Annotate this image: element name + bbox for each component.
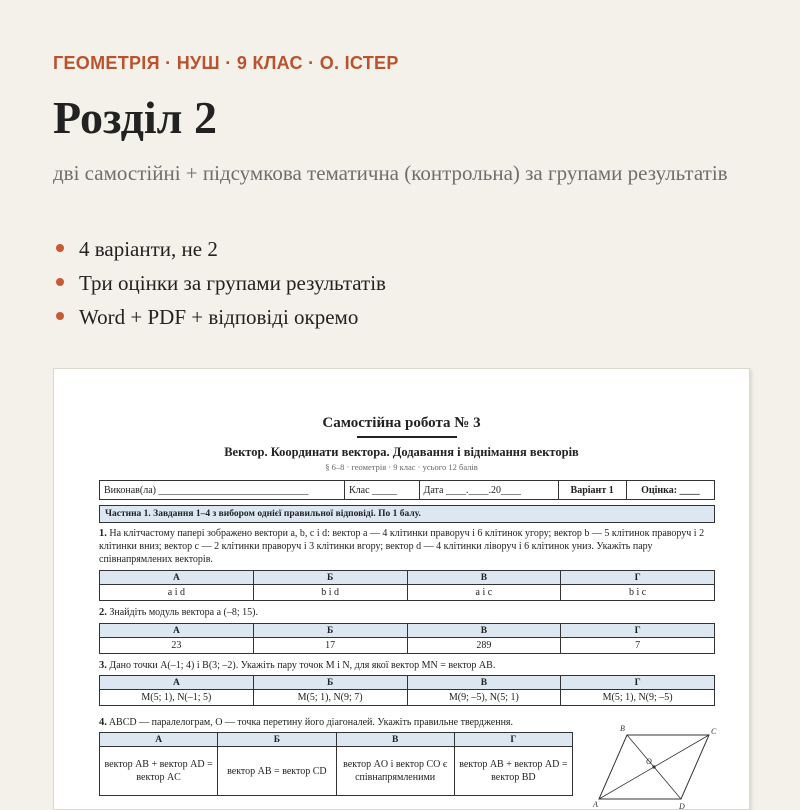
answer-options-1	[99, 570, 715, 601]
answer-option: 17	[253, 638, 407, 654]
answer-option: M(5; 1), N(–1; 5)	[100, 690, 254, 706]
answer-option: вектор AB = вектор CD	[218, 747, 336, 796]
vertex-label: C	[711, 727, 717, 736]
question-1: 1. На клітчастому папері зображено вектори a, b, c і d: вектор a — 4 клітинки праворуч і 6 клітинок угору; вектор b — 5 клітинок праворуч і 2 клітинки вниз; вектор c — 2 клітинки праворуч і 3 клітинки вгору; вектор d — 4 клітинки ліворуч і 6 клітинок униз. Укажіть пару співнапрямлених векторів.	[99, 528, 705, 565]
answer-option: a і d	[100, 585, 254, 601]
grade-field: Оцінка: ____	[626, 481, 714, 500]
answer-option: b і c	[561, 585, 715, 601]
answer-options-4	[99, 732, 573, 796]
option-letter-header: А	[100, 733, 218, 747]
class-field: Клас _____	[345, 481, 420, 500]
option-letter-header: Б	[253, 571, 407, 585]
feature-item: Word + PDF + відповіді окремо	[53, 300, 386, 334]
parallelogram-figure	[589, 721, 719, 810]
worksheet-subtitle: Вектор. Координати вектора. Додавання і віднімання векторів	[224, 445, 579, 459]
vertex-label: B	[620, 724, 625, 733]
answer-option: M(9; –5), N(5; 1)	[407, 690, 561, 706]
vertex-label: O	[646, 757, 652, 766]
answer-option: 7	[561, 638, 715, 654]
worksheet-preview	[53, 368, 750, 810]
answer-option: M(5; 1), N(9; –5)	[561, 690, 715, 706]
option-letter-header: А	[100, 571, 254, 585]
question-4: 4. ABCD — паралелограм, O — точка перетину його діагоналей. Укажіть правильне твердження.	[99, 717, 514, 728]
worksheet-title: Самостійна робота № 3	[322, 415, 481, 431]
option-letter-header: Б	[218, 733, 336, 747]
point-o	[652, 765, 655, 768]
option-letter-header: А	[100, 624, 254, 638]
answer-options-2	[99, 623, 715, 654]
bullet-dot-icon	[56, 278, 64, 286]
option-letter-header: В	[407, 624, 561, 638]
title-underline	[357, 436, 457, 438]
question-2: 2. Знайдіть модуль вектора a (–8; 15).	[99, 607, 258, 618]
subject-eyebrow: ГЕОМЕТРІЯ · НУШ · 9 КЛАС · О. ІСТЕР	[53, 53, 399, 73]
option-letter-header: Г	[454, 733, 572, 747]
option-letter-header: Г	[561, 676, 715, 690]
feature-item: Три оцінки за групами результатів	[53, 266, 386, 300]
option-letter-header: В	[336, 733, 454, 747]
answer-option: a і c	[407, 585, 561, 601]
answer-option: M(5; 1), N(9; 7)	[253, 690, 407, 706]
answer-option: вектор AB + вектор AD = вектор BD	[454, 747, 572, 796]
answer-option: 289	[407, 638, 561, 654]
bullet-dot-icon	[56, 244, 64, 252]
answer-option: b і d	[253, 585, 407, 601]
page-title: Розділ 2	[53, 92, 217, 143]
student-name-field: Виконав(ла) ______________________________	[100, 481, 345, 500]
variant-label: Варіант 1	[558, 481, 626, 500]
option-letter-header: А	[100, 676, 254, 690]
option-letter-header: В	[407, 676, 561, 690]
vertex-label: D	[679, 802, 685, 810]
page-subtitle: дві самостійні + підсумкова тематична (контрольна) за групами результатів	[53, 161, 728, 185]
answer-option: 23	[100, 638, 254, 654]
answer-option: вектор AB + вектор AD = вектор AC	[100, 747, 218, 796]
date-field: Дата ____.____.20____	[419, 481, 558, 500]
feature-list	[53, 232, 386, 334]
option-letter-header: В	[407, 571, 561, 585]
part-header: Частина 1. Завдання 1–4 з вибором однієї правильної відповіді. По 1 балу.	[99, 505, 715, 523]
student-info-table	[99, 480, 715, 500]
worksheet-meta: § 6–8 · геометрія · 9 клас · усього 12 балів	[325, 462, 478, 472]
vertex-label: A	[593, 800, 598, 809]
option-letter-header: Б	[253, 624, 407, 638]
answer-option: вектор AO і вектор CO є співнапрямленими	[336, 747, 454, 796]
option-letter-header: Г	[561, 624, 715, 638]
option-letter-header: Г	[561, 571, 715, 585]
option-letter-header: Б	[253, 676, 407, 690]
question-3: 3. Дано точки A(–1; 4) і B(3; –2). Укажіть пару точок M і N, для якої вектор MN = вектор AB.	[99, 660, 496, 671]
feature-item: 4 варіанти, не 2	[53, 232, 386, 266]
answer-options-3	[99, 675, 715, 706]
bullet-dot-icon	[56, 312, 64, 320]
